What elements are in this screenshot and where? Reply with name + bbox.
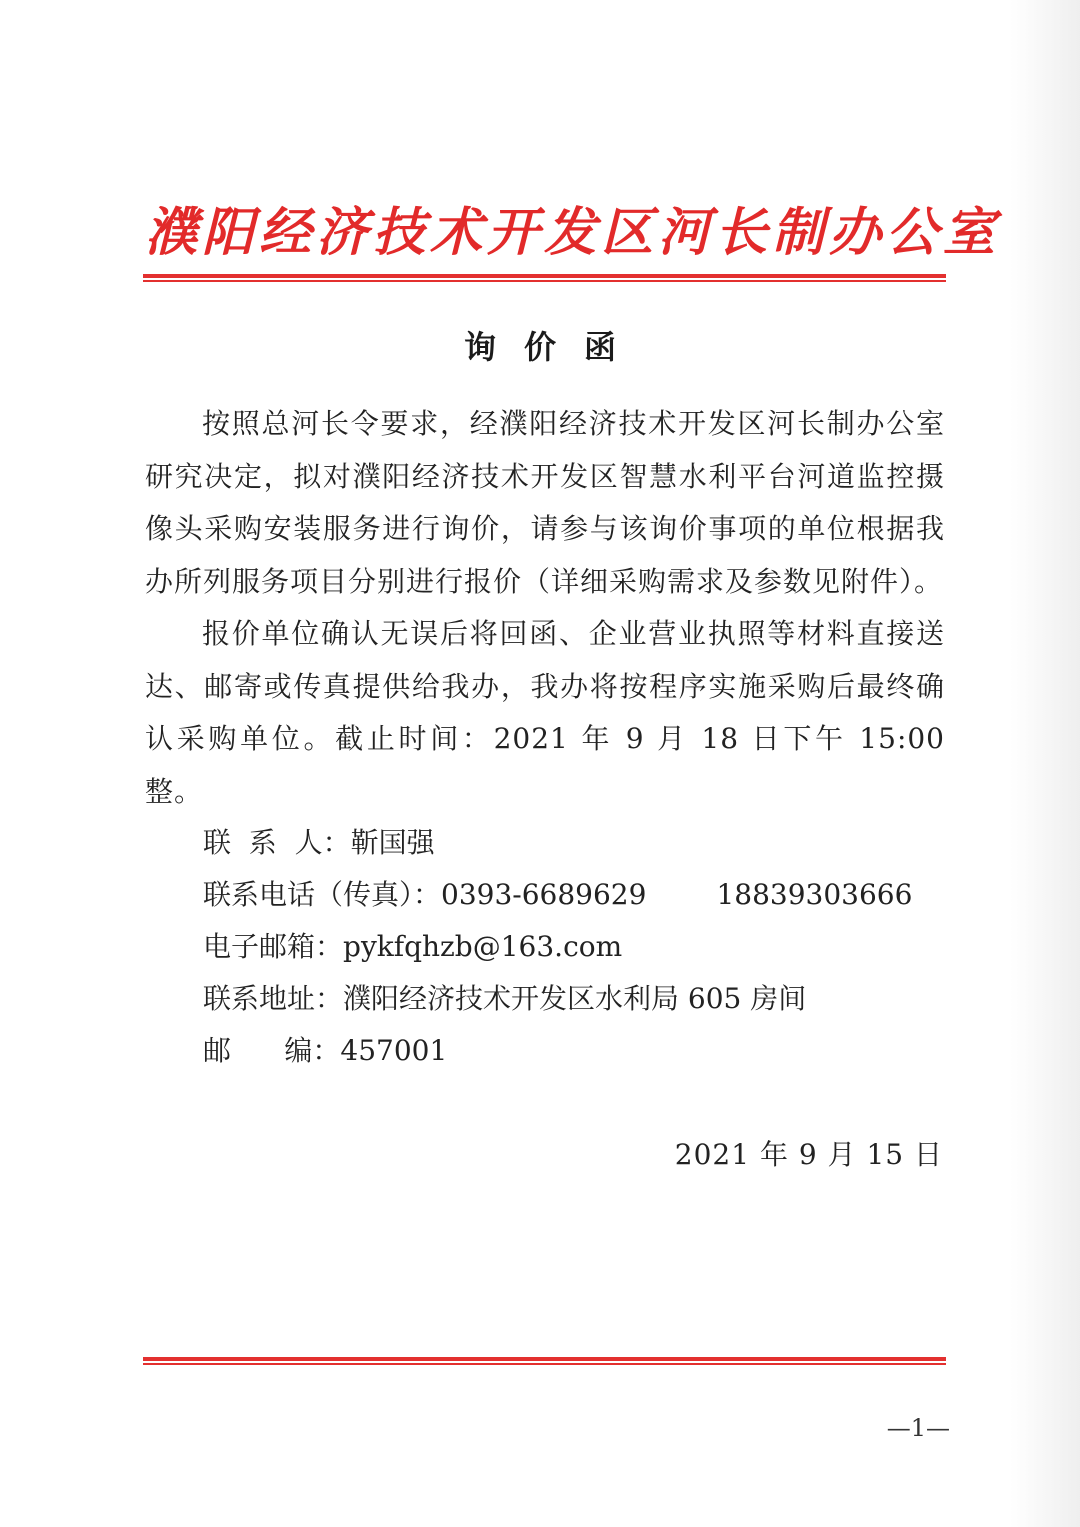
letterhead-red-rule: [143, 274, 946, 282]
contact-address-label: 联系地址：: [203, 982, 344, 1015]
page-number: —1—: [886, 1414, 950, 1442]
contact-address-line: [203, 973, 963, 1025]
contact-email-value: pykfqhzb@163.com: [343, 930, 623, 963]
document-date: 2021 年 9 月 15 日: [674, 1138, 943, 1171]
body-paragraph-1: 按照总河长令要求，经濮阳经济技术开发区河长制办公室研究决定，拟对濮阳经济技术开发区智慧水利平台河道监控摄像头采购安装服务进行询价，请参与该询价事项的单位根据我办所列服务项目分别进行报价（详细采购需求及参数见附件）。: [145, 407, 945, 598]
contact-phone-value-1: 0393-6689629: [441, 878, 647, 911]
page-edge-shadow: [1010, 0, 1080, 1527]
contact-person-line: [203, 817, 963, 869]
contact-person-value: 靳国强: [350, 826, 435, 859]
contact-phone-line: [203, 869, 963, 921]
contact-email-label: 电子邮箱：: [203, 930, 344, 963]
contact-phone-label: 联系电话（传真）：: [203, 878, 442, 911]
footer-red-rule: [143, 1357, 946, 1365]
document-title: 询价函: [463, 328, 644, 366]
contact-postcode-value: 457001: [340, 1034, 448, 1067]
contact-block: [203, 817, 963, 1077]
contact-postcode-line: [203, 1025, 963, 1077]
contact-person-label: 联 系 人：: [203, 826, 351, 859]
contact-email-line: [203, 921, 963, 973]
body-paragraph-2: 报价单位确认无误后将回函、企业营业执照等材料直接送达、邮寄或传真提供给我办，我办将按程序实施采购后最终确认采购单位。截止时间：2021 年 9 月 18 日下午 15:00 整。: [145, 617, 945, 808]
contact-address-value: 濮阳经济技术开发区水利局 605 房间: [343, 982, 807, 1015]
contact-postcode-label: 邮 编：: [203, 1034, 341, 1067]
contact-phone-value-2: 18839303666: [716, 878, 913, 911]
letterhead-title: 濮阳经济技术开发区河长制办公室: [145, 202, 1001, 263]
